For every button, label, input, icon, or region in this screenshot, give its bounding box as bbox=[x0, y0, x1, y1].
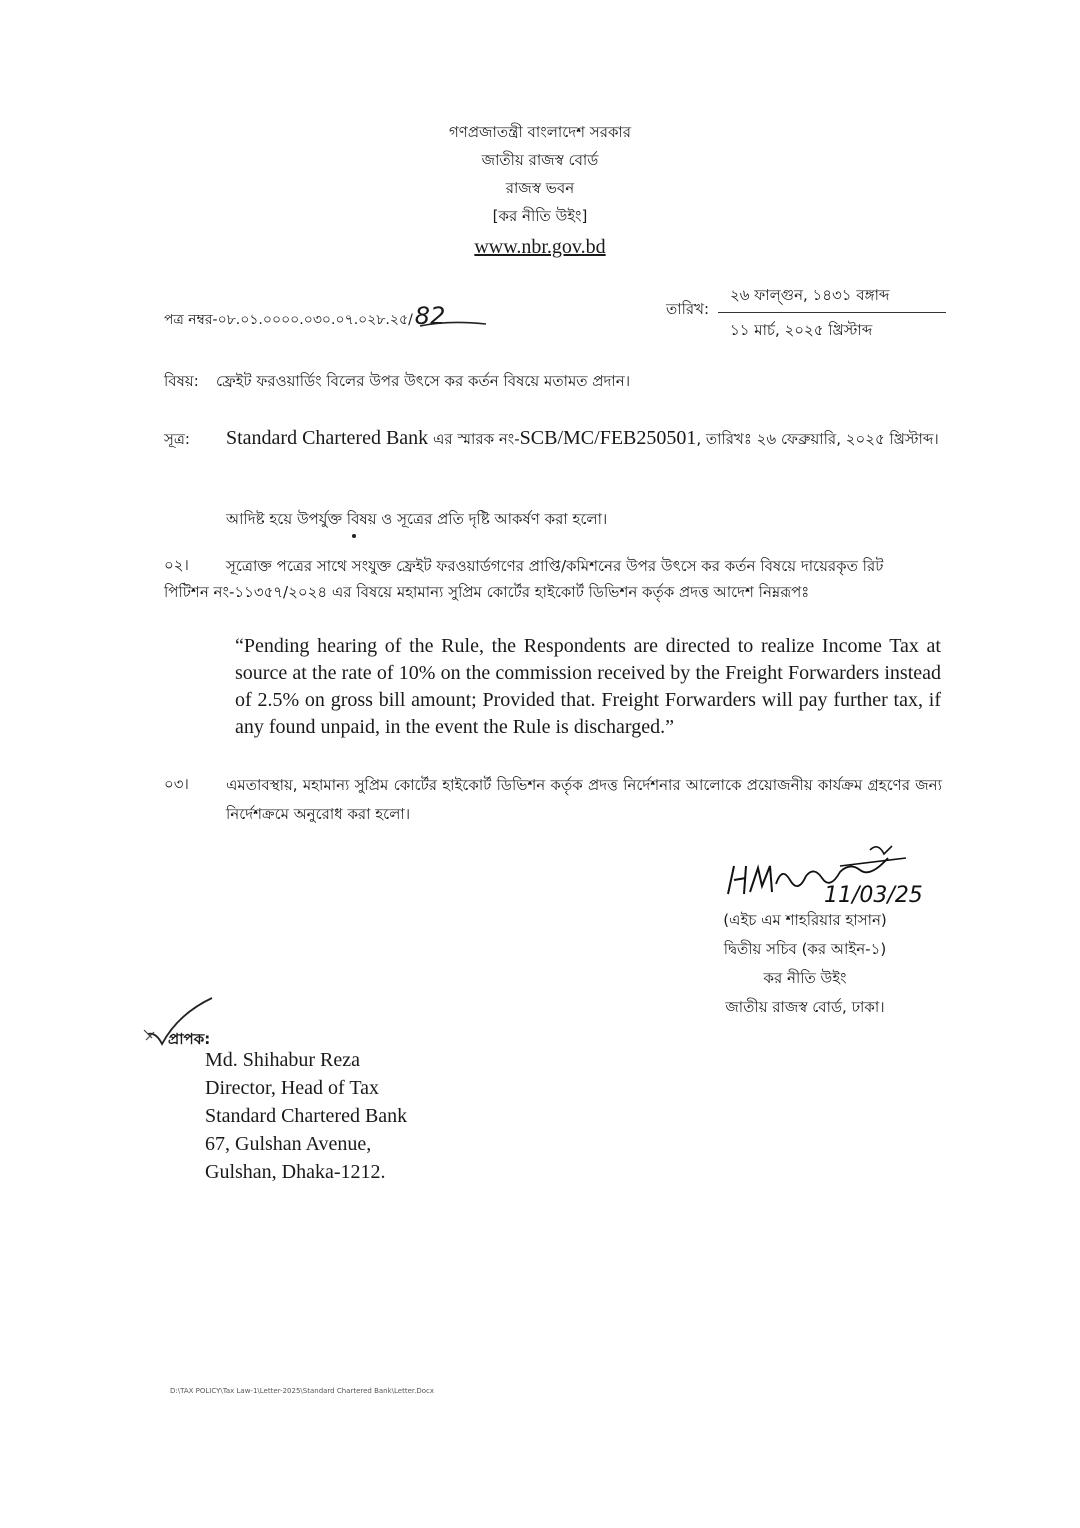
letterhead bbox=[0, 118, 1080, 262]
recipient-name: Md. Shihabur Reza bbox=[205, 1049, 360, 1071]
signatory-office: জাতীয় রাজস্ব বোর্ড, ঢাকা। bbox=[725, 998, 885, 1016]
signatory-wing: কর নীতি উইং bbox=[763, 969, 847, 987]
wing-name: [কর নীতি উইং] bbox=[492, 207, 588, 225]
reference-number bbox=[164, 302, 445, 332]
government-name: গণপ্রজাতন্ত্রী বাংলাদেশ সরকার bbox=[448, 123, 632, 141]
source-date: , তারিখঃ ২৬ ফেব্রুয়ারি, ২০২৫ খ্রিস্টাব্দ। bbox=[696, 430, 939, 448]
source-memo-number: SCB/MC/FEB250501 bbox=[519, 427, 697, 449]
file-path-footer: D:\TAX POLICY\Tax Law-1\Letter-2025\Standard Chartered Bank\Letter.Docx bbox=[170, 1387, 435, 1395]
paragraph-3-text: এমতাবস্থায়, মহামান্য সুপ্রিম কোর্টের হাইকোর্ট ডিভিশন কর্তৃক প্রদত্ত নির্দেশনার আলোকে প্রয়োজনীয় কার্যক্রম গ্রহণের জন্য নির্দেশক্রমে অনুরোধ করা হলো। bbox=[226, 776, 942, 823]
building-name: রাজস্ব ভবন bbox=[505, 179, 575, 197]
paragraph-2-continuation: পিটিশন নং-১১৩৫৭/২০২৪ এর বিষয়ে মহামান্য সুপ্রিম কোর্টের হাইকোর্ট ডিভিশন কর্তৃক প্রদত্ত আদেশ নিম্নরূপঃ bbox=[164, 583, 810, 601]
source-memo-label: এর স্মারক নং- bbox=[428, 430, 520, 448]
reference-label: পত্র নম্বর-০৮.০১.০০০০.০৩০.০৭.০২৮.২৫/ bbox=[164, 312, 413, 328]
date-gregorian: ১১ মার্চ, ২০২৫ খ্রিস্টাব্দ bbox=[730, 321, 873, 339]
subject-label: বিষয়: bbox=[164, 372, 199, 390]
board-name: জাতীয় রাজস্ব বোর্ড bbox=[481, 151, 599, 169]
paragraph-2-first-line: সূত্রোক্ত পত্রের সাথে সংযুক্ত ফ্রেইট ফরওয়ার্ডগণের প্রাপ্তি/কমিশনের উপর উৎসে কর কর্তন বিষয়ে দায়েরকৃত রিট bbox=[226, 557, 884, 575]
signatory-name: (এইচ এম শাহরিয়ার হাসান) bbox=[723, 911, 887, 929]
court-order-quote: “Pending hearing of the Rule, the Respondents are directed to realize Income Tax at source at the rate of 10% on the commission received by the Freight Forwarders instead of 2.5% on gross bill amount; Provided that. Freight Forwarders will pay further tax, if any found unpaid, in the event the Rule is discharged.” bbox=[235, 635, 941, 738]
signatory-designation: দ্বিতীয় সচিব (কর আইন-১) bbox=[723, 940, 887, 958]
date-label: তারিখ: bbox=[666, 300, 710, 318]
svg-text:11/03/25: 11/03/25 bbox=[824, 883, 923, 908]
recipient-title: Director, Head of Tax bbox=[205, 1077, 380, 1099]
reference-underline-mark bbox=[418, 318, 488, 330]
handwritten-signature bbox=[720, 836, 923, 908]
source-bank-name: Standard Chartered Bank bbox=[226, 427, 429, 449]
recipient-label: প্রাপক: bbox=[168, 1030, 211, 1048]
date-divider bbox=[718, 312, 946, 313]
website-link[interactable]: www.nbr.gov.bd bbox=[474, 236, 606, 258]
date-block bbox=[718, 284, 946, 344]
ink-dot bbox=[352, 534, 356, 538]
source-label: সূত্র: bbox=[164, 430, 190, 448]
paragraph-2-number: ০২। bbox=[164, 556, 189, 574]
subject-text: ফ্রেইট ফরওয়ার্ডিং বিলের উপর উৎসে কর কর্তন বিষয়ে মতামত প্রদান। bbox=[216, 372, 631, 390]
signatory-block bbox=[690, 906, 920, 1022]
paragraph-3-number: ০৩। bbox=[164, 775, 189, 793]
recipient-organization: Standard Chartered Bank bbox=[205, 1105, 408, 1127]
source-text bbox=[226, 424, 942, 453]
recipient-city: Gulshan, Dhaka-1212. bbox=[205, 1161, 386, 1183]
recipient-address bbox=[205, 1046, 407, 1186]
date-bengali: ২৬ ফাল্গুন, ১৪৩১ বঙ্গাব্দ bbox=[730, 286, 890, 304]
paragraph-intro: আদিষ্ট হয়ে উপর্যুক্ত বিষয় ও সূত্রের প্রতি দৃষ্টি আকর্ষণ করা হলো। bbox=[226, 510, 608, 528]
handwritten-reference: 82 bbox=[414, 302, 446, 330]
recipient-street: 67, Gulshan Avenue, bbox=[205, 1133, 372, 1155]
